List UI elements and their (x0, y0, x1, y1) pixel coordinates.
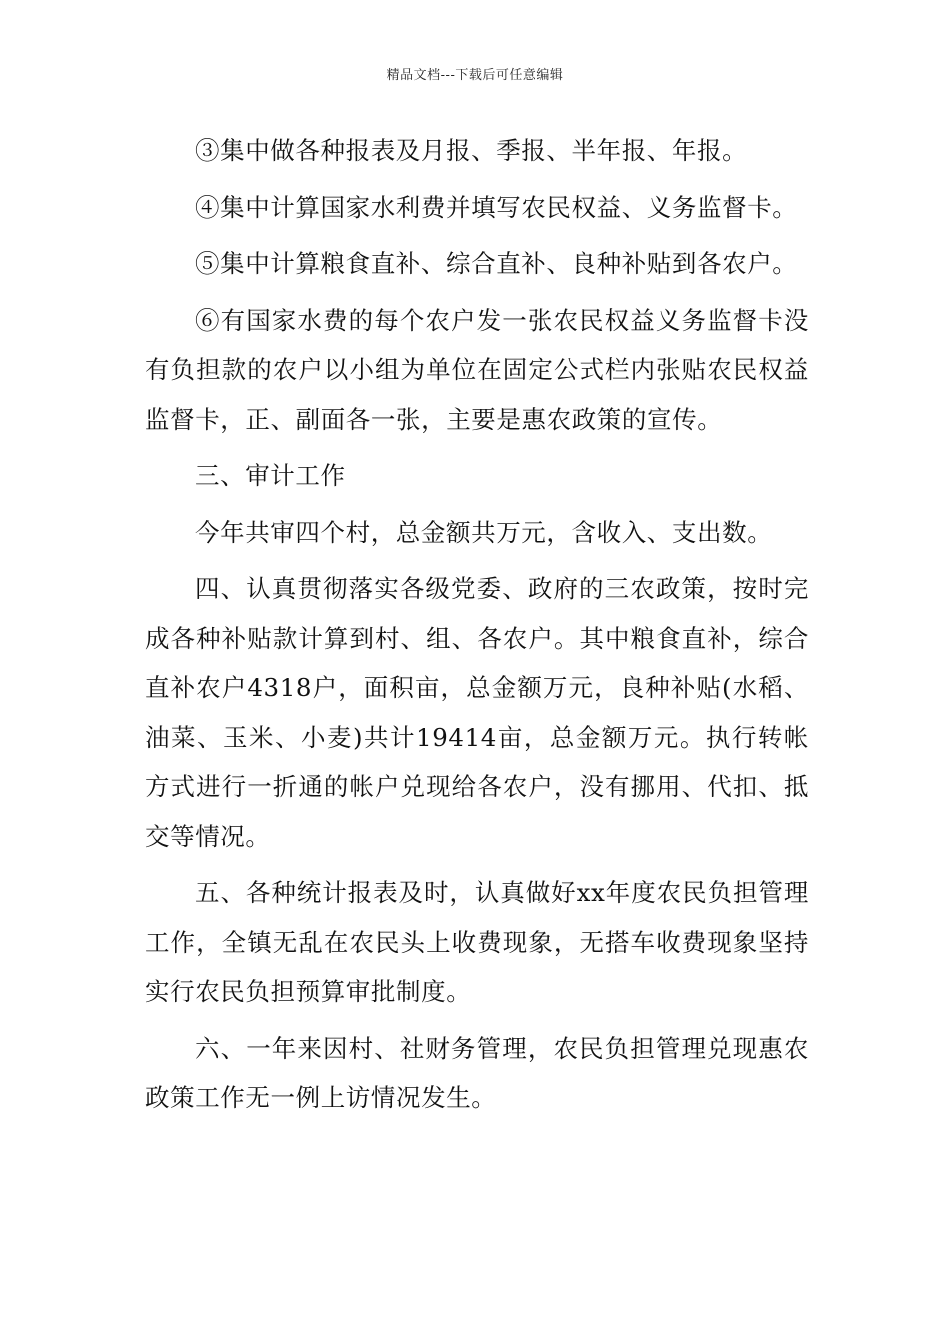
section-heading-audit: 三、审计工作 (195, 461, 346, 490)
paragraph-item-3: ③集中做各种报表及月报、季报、半年报、年报。 (195, 136, 748, 165)
paragraph-section-four: 四、认真贯彻落实各级党委、政府的三农政策，按时完成各种补贴款计算到村、组、各农户。其中粮食直补，综合直补农户4318户，面积亩，总金额万元，良种补贴(水稻、油菜、玉米、小麦)共计19414亩，总金额万元。执行转帐方式进行一折通的帐户兑现给各农户，没有挪用、代扣、抵交等情况。 (145, 574, 809, 851)
paragraph-audit-summary: 今年共审四个村，总金额共万元，含收入、支出数。 (195, 517, 773, 547)
page-header: 精品文档---下载后可任意编辑 (386, 68, 564, 83)
paragraph-item-6: ⑥有国家水费的每个农户发一张农民权益义务监督卡没有负担款的农户以小组为单位在固定公式栏内张贴农民权益监督卡，正、副面各一张，主要是惠农政策的宣传。 (145, 305, 809, 434)
document-body (145, 126, 809, 1123)
paragraph-section-six: 六、一年来因村、社财务管理，农民负担管理兑现惠农政策工作无一例上访情况发生。 (145, 1033, 809, 1112)
paragraph-item-4: ④集中计算国家水利费并填写农民权益、义务监督卡。 (195, 192, 798, 222)
paragraph-item-5: ⑤集中计算粮食直补、综合直补、良种补贴到各农户。 (195, 249, 798, 278)
paragraph-section-five: 五、各种统计报表及时，认真做好xx年度农民负担管理工作，全镇无乱在农民头上收费现象，无搭车收费现象坚持实行农民负担预算审批制度。 (145, 878, 809, 1006)
